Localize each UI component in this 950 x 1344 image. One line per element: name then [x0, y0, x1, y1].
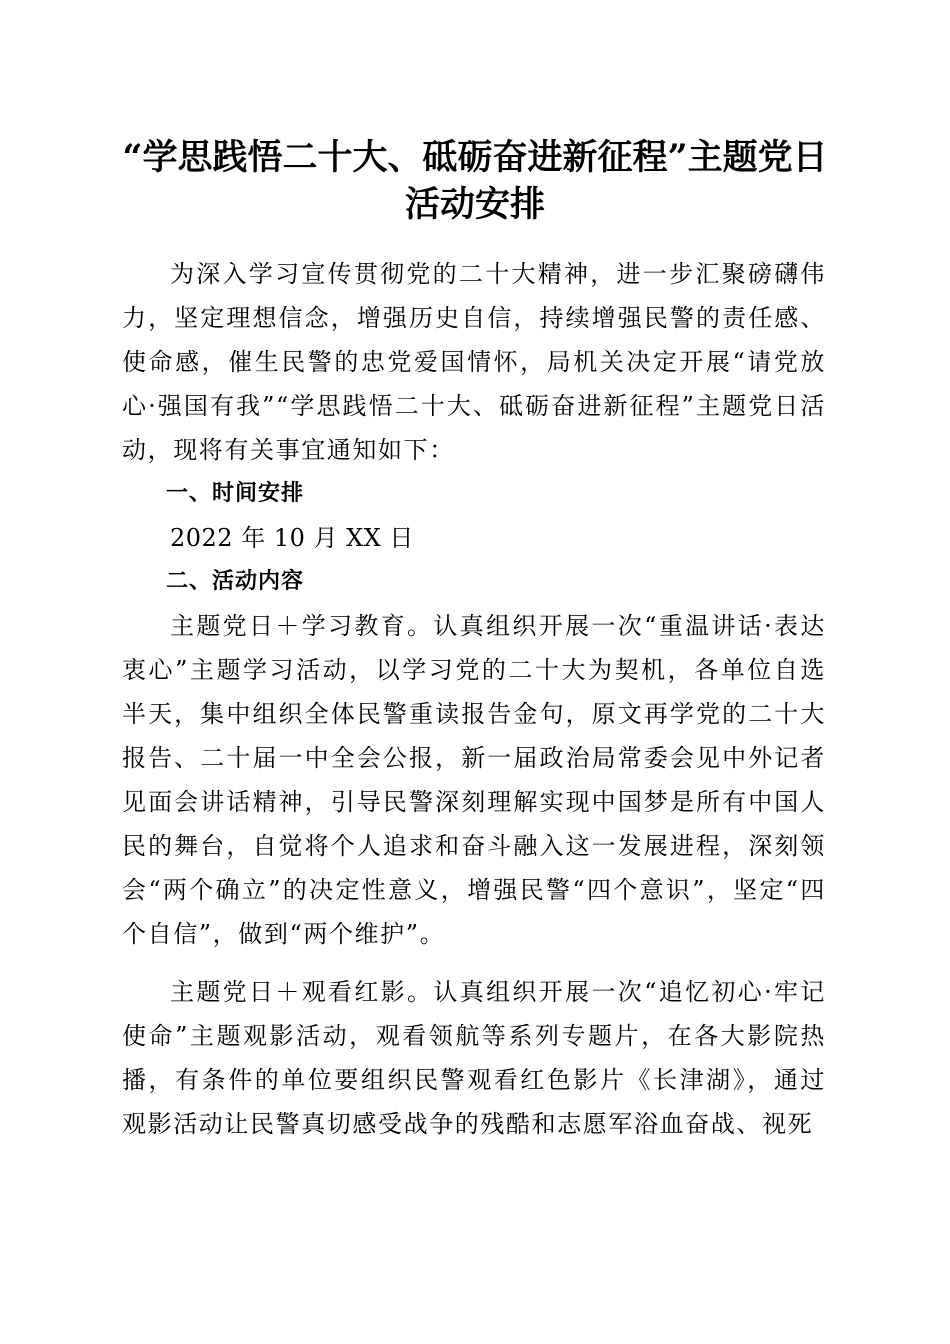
section-heading-time: 一、时间安排	[166, 481, 305, 506]
paragraph-spacer	[122, 956, 826, 970]
activity-date: 2022 年 10 月 XX 日	[170, 524, 414, 552]
document-body	[122, 252, 826, 1146]
film-paragraph: 主题党日＋观看红影。认真组织开展一次“追忆初心·牢记使命”主题观影活动，观看领航等系列专题片，在各大影院热播，有条件的单位要组织民警观看红色影片《长津湖》，通过观影活动让民警真切感受战争的残酷和志愿军浴血奋战、视死	[122, 978, 826, 1138]
study-paragraph: 主题党日＋学习教育。认真组织开展一次“重温讲话·表达衷心”主题学习活动，以学习党的二十大为契机，各单位自选半天，集中组织全体民警重读报告金句，原文再学党的二十大报告、二十届一中全会公报，新一届政治局常委会见中外记者见面会讲话精神，引导民警深刻理解实现中国梦是所有中国人民的舞台，自觉将个人追求和奋斗融入这一发展进程，深刻领会“两个确立”的决定性意义，增强民警“四个意识”，坚定“四个自信”，做到“两个维护”。	[122, 612, 826, 948]
intro-paragraph: 为深入学习宣传贯彻党的二十大精神，进一步汇聚磅礴伟力，坚定理想信念，增强历史自信，持续增强民警的责任感、使命感，催生民警的忠党爱国情怀，局机关决定开展“请党放心·强国有我”“学思践悟二十大、砥砺奋进新征程”主题党日活动，现将有关事宜通知如下：	[122, 260, 826, 464]
section-heading-content: 二、活动内容	[166, 569, 305, 594]
document-title: “学思践悟二十大、砥砺奋进新征程”主题党日活动安排	[122, 137, 828, 225]
